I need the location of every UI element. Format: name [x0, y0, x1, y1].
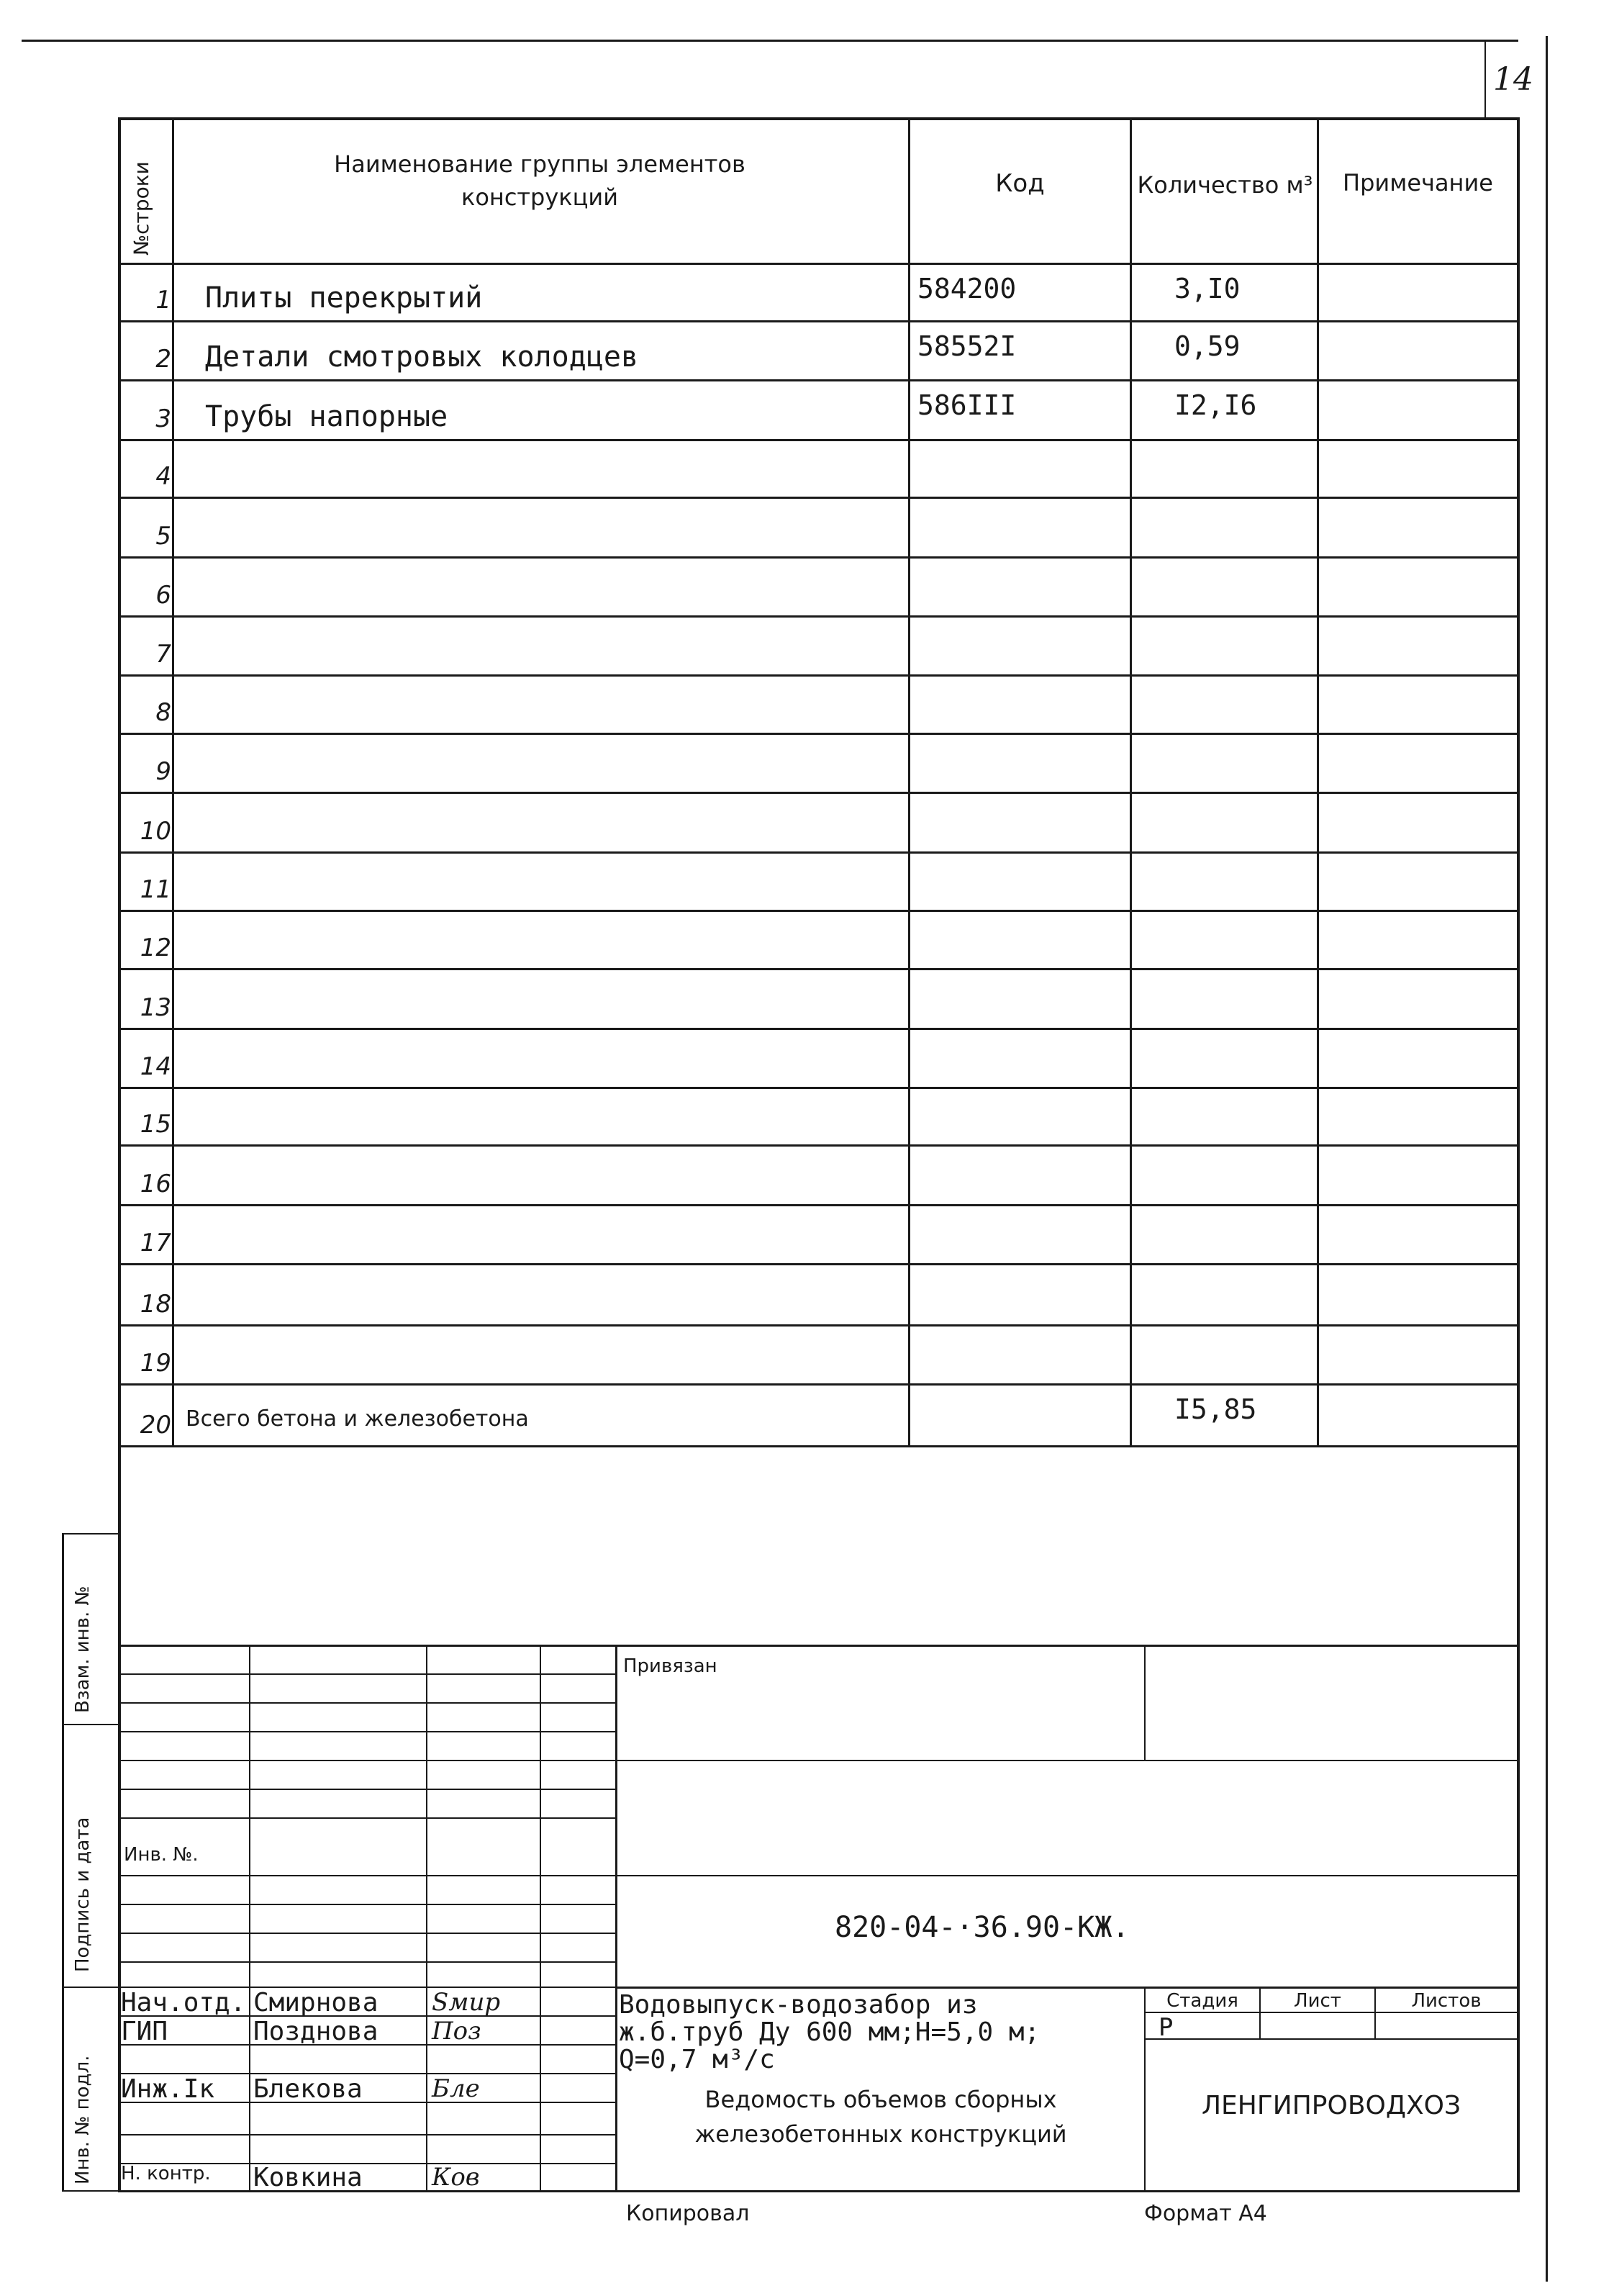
- stage-value: Р: [1159, 2013, 1174, 2042]
- row-line: [118, 263, 1520, 265]
- row-line: [118, 968, 1520, 970]
- row-quantity: 0,59: [1174, 330, 1241, 362]
- row-number: 16: [140, 1170, 171, 1198]
- footer-copied: Копировал: [626, 2201, 750, 2226]
- document-code: 820-04-·36.90-КЖ.: [835, 1911, 1130, 1944]
- signature-name: Ковкина: [253, 2163, 363, 2192]
- row-number: 18: [140, 1290, 171, 1319]
- row-number: 7: [155, 640, 171, 669]
- stage-block-left: [1144, 1987, 1146, 2192]
- right-line-1: [615, 1760, 1518, 1761]
- row-number: 20: [140, 1411, 171, 1439]
- side-strip-line2: [62, 1724, 119, 1725]
- organization: ЛЕНГИПРОВОДХОЗ: [1201, 2091, 1461, 2120]
- signature-grid-line: [118, 2134, 615, 2135]
- page-number-box-left: [1484, 40, 1486, 119]
- right-line-2: [615, 1875, 1518, 1876]
- row-number: 10: [140, 817, 171, 846]
- row-number: 6: [155, 581, 171, 610]
- header-note: Примечание: [1343, 169, 1493, 196]
- row-number: 13: [140, 993, 171, 1022]
- row-number: 14: [140, 1052, 171, 1081]
- row-number: 15: [140, 1110, 171, 1139]
- side-strip-line1: [62, 1533, 119, 1535]
- inv-no-label: Инв. №.: [124, 1844, 199, 1866]
- row-number: 9: [155, 757, 171, 786]
- stage-bottom-line: [1144, 2038, 1518, 2040]
- table-bottom-line: [118, 1445, 1520, 1447]
- row-code: 58552I: [917, 330, 1017, 362]
- signature-name: Блекова: [253, 2074, 363, 2104]
- row-line: [118, 1144, 1520, 1147]
- signature-grid-line: [118, 1702, 615, 1704]
- row-line: [118, 556, 1520, 559]
- signature-grid-line: [118, 1933, 615, 1934]
- row-code: 584200: [917, 273, 1017, 304]
- privyazan-label: Привязан: [623, 1655, 717, 1677]
- handwritten-signature: Sмир: [432, 1988, 501, 2017]
- signature-grid-line: [118, 1961, 615, 1963]
- col-line-4: [1317, 119, 1319, 1447]
- signature-role: Нач.отд.: [121, 1988, 246, 2017]
- signature-role: Инж.Iк: [121, 2074, 215, 2104]
- header-name: Наименование группы элементов конструкций: [334, 150, 745, 211]
- privyazan-split: [1144, 1645, 1146, 1760]
- col-line-3: [1130, 119, 1132, 1447]
- row-line: [118, 1263, 1520, 1265]
- header-code: Код: [995, 169, 1045, 198]
- row-line: [118, 1383, 1520, 1386]
- row-name: Детали смотровых колодцев: [205, 340, 639, 374]
- row-line: [118, 1087, 1520, 1089]
- right-line-3: [615, 1987, 1518, 1989]
- row-line: [118, 1204, 1520, 1206]
- row-quantity: I2,I6: [1174, 389, 1257, 421]
- signature-role: Н. контр.: [121, 2163, 211, 2184]
- title-line3: Q=0,7 м³/с: [619, 2045, 775, 2074]
- row-number: 11: [140, 875, 171, 904]
- sig-col-3: [540, 1645, 541, 2192]
- row-name: Всего бетона и железобетона: [186, 1406, 529, 1432]
- row-line: [118, 615, 1520, 618]
- row-code: 586III: [917, 389, 1017, 421]
- row-line: [118, 320, 1520, 322]
- row-quantity: 3,I0: [1174, 273, 1241, 304]
- row-name: Трубы напорные: [205, 400, 448, 433]
- signature-grid-line: [118, 1875, 615, 1876]
- frame-right-line: [1517, 119, 1520, 2192]
- sheets-label: Листов: [1411, 1990, 1482, 2012]
- row-line: [118, 439, 1520, 441]
- handwritten-signature: Бле: [432, 2074, 480, 2103]
- page-number: 14: [1493, 61, 1533, 98]
- row-number: 5: [155, 522, 171, 551]
- sheet-title-line1: Ведомость объемов сборных: [704, 2086, 1057, 2113]
- signature-role: ГИП: [121, 2017, 168, 2046]
- signature-grid-line: [118, 1817, 615, 1819]
- row-line: [118, 497, 1520, 499]
- signature-grid-line: [118, 1760, 615, 1761]
- row-line: [118, 792, 1520, 794]
- signature-name: Смирнова: [253, 1988, 378, 2017]
- row-number: 2: [155, 345, 171, 374]
- signature-grid-line: [118, 1904, 615, 1905]
- row-line: [118, 379, 1520, 381]
- row-line: [118, 733, 1520, 735]
- side-label-inv-podl: Инв. № подл.: [72, 2055, 94, 2184]
- handwritten-signature: Поз: [432, 2017, 481, 2046]
- row-quantity: I5,85: [1174, 1393, 1257, 1425]
- signature-grid-line: [118, 1789, 615, 1790]
- row-line: [118, 851, 1520, 854]
- row-number: 8: [155, 698, 171, 727]
- stage-label: Стадия: [1166, 1990, 1238, 2012]
- title-line1: Водовыпуск-водозабор из: [619, 1990, 978, 2020]
- title-line2: ж.б.труб Ду 600 мм;Н=5,0 м;: [619, 2017, 1041, 2047]
- side-label-podpis: Подпись и дата: [72, 1817, 94, 1972]
- row-line: [118, 1028, 1520, 1030]
- side-strip-left: [62, 1533, 64, 2192]
- row-number: 12: [140, 934, 171, 962]
- sheet-label: Лист: [1294, 1990, 1341, 2012]
- stage-row-line: [1144, 2012, 1518, 2013]
- stamp-top-line: [118, 1645, 1520, 1647]
- row-number: 17: [140, 1229, 171, 1257]
- row-line: [118, 910, 1520, 912]
- frame-top-line: [118, 117, 1520, 120]
- col-line-2: [908, 119, 910, 1447]
- side-strip-line4: [62, 2190, 119, 2192]
- signature-name: Позднова: [253, 2017, 378, 2046]
- row-line: [118, 674, 1520, 677]
- header-quantity: Количество м³: [1137, 171, 1313, 199]
- row-number: 1: [155, 286, 171, 315]
- signature-grid-line: [118, 1673, 615, 1675]
- row-name: Плиты перекрытий: [205, 281, 483, 315]
- sig-col-1: [249, 1645, 250, 2192]
- col-line-1: [172, 119, 174, 1447]
- sig-col-2: [426, 1645, 427, 2192]
- sheet-title-line2: железобетонных конструкций: [694, 2120, 1067, 2148]
- row-number: 19: [140, 1349, 171, 1378]
- side-label-vzam: Взам. инв. №: [72, 1586, 94, 1713]
- signature-grid-line: [118, 1731, 615, 1732]
- right-frame-line: [1546, 36, 1548, 2282]
- row-number: 3: [155, 404, 171, 433]
- handwritten-signature: Ков: [432, 2163, 480, 2192]
- row-number: 4: [155, 462, 171, 491]
- side-strip-line3: [62, 1987, 119, 1988]
- header-row-number: №строки: [130, 161, 153, 256]
- row-line: [118, 1324, 1520, 1326]
- top-border-line: [22, 40, 1518, 42]
- footer-format: Формат А4: [1144, 2201, 1267, 2226]
